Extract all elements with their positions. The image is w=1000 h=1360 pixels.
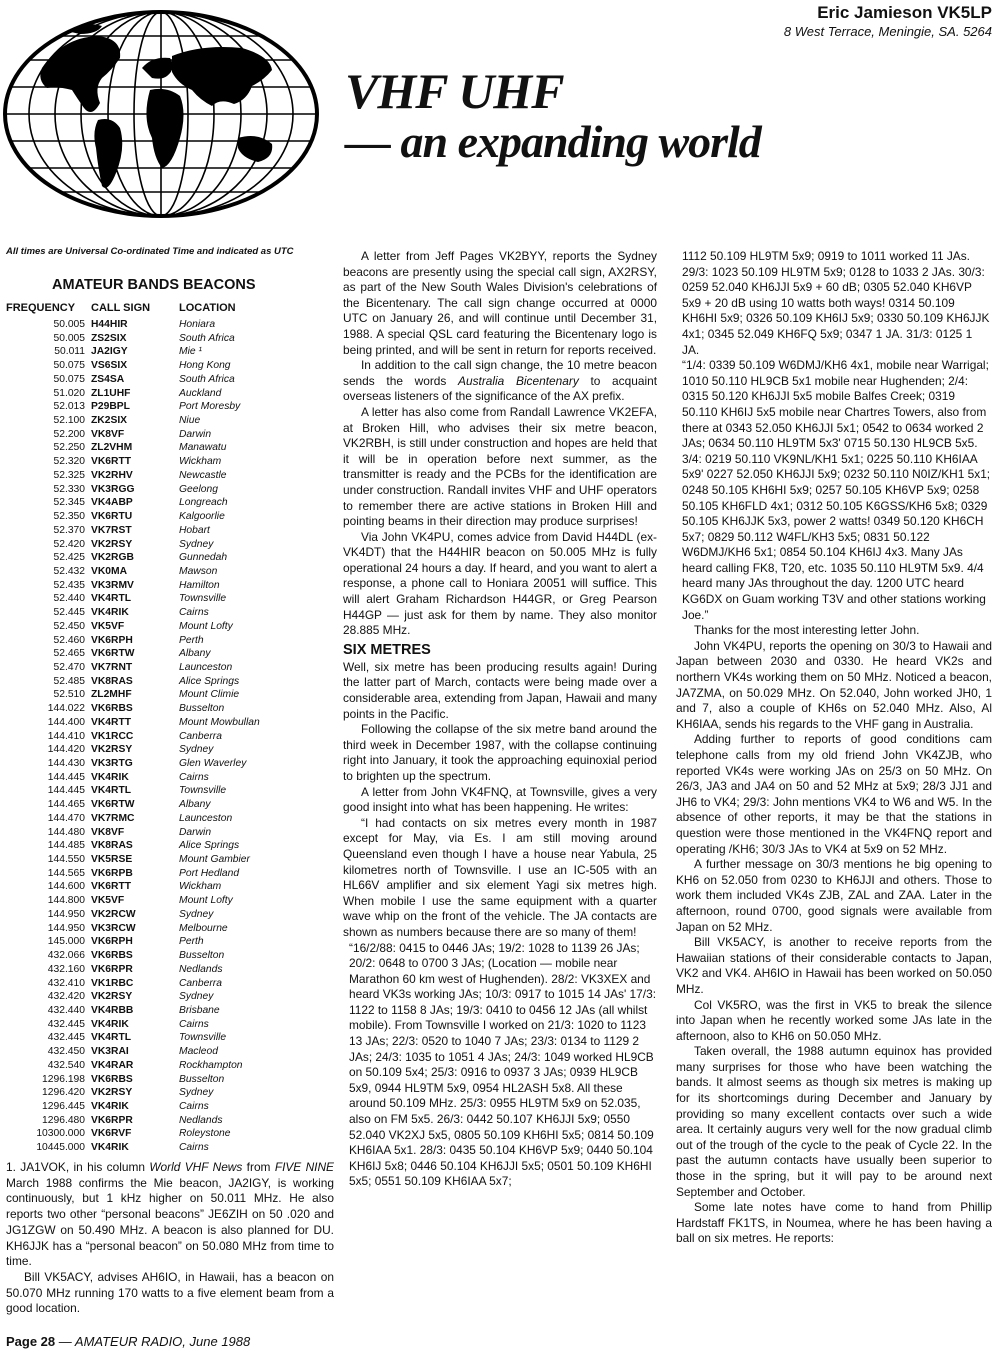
frequency-cell: 432.450 [47,1046,85,1058]
frequency-cell: 52.510 [53,689,85,701]
table-row [6,880,336,894]
location-cell: Launceston [179,812,233,824]
call-sign-cell: VK6RPR [91,963,133,975]
frequency-cell: 1296.445 [42,1100,85,1112]
call-sign-cell: ZL2MHF [91,689,132,701]
column-2-text [343,249,657,1190]
paragraph: “I had contacts on six metres every month in 1987 except for May, via Es. I am still moving around Queensland even though I have a house near Yabula, 25 kilometres north of Townsville. I use an IC-505 with an HL66V amplifier and six element Yagi six metres high. When mobile I use the same equipment with a quarter wave whip on the front of the vehicle. The JA contacts are shown as numbers because there are so many of them! [343,815,657,939]
paragraph: 1. JA1VOK, in his column World VHF News from FIVE NINE March 1988 confirms the Mie beacon, JA2IGY, is working continuously, but 1 kHz higher on 50.011 MHz. He also reports two other “personal beacons” JE6ZIH on 50 .020 and JG1ZGW on 50.490 MHz. A beacon is also planned for DU. KH6JJK has a “personal beacon” on 50.080 MHz from time to time. [6,1160,334,1269]
table-row [6,538,336,552]
paragraph: Col VK5RO, was the first in VK5 to break the silence into Japan when he recently worked some JAs late in the afternoon, also to KH6 on 50.050 MHz. [676,997,992,1043]
table-row [6,977,336,991]
location-cell: Roleystone [179,1128,231,1140]
location-cell: Sydney [179,744,214,756]
page-footer [6,1334,250,1349]
frequency-cell: 432.440 [47,1004,85,1016]
table-row [6,1004,336,1018]
location-cell: Macleod [179,1046,218,1058]
call-sign-cell: VK6RPH [91,634,133,646]
location-cell: Mie ¹ [179,346,202,358]
call-sign-cell: ZK2SIX [91,415,128,427]
call-sign-cell: VK2RSY [91,744,133,756]
call-sign-cell: VK0MA [91,565,128,577]
table-row [6,935,336,949]
call-sign-cell: VK4RIK [91,1100,129,1112]
call-sign-cell: VK5VF [91,620,125,632]
frequency-cell: 52.425 [53,552,85,564]
beacon-rows [6,318,336,1155]
frequency-cell: 52.420 [53,538,85,550]
location-cell: Niue [179,415,201,427]
frequency-cell: 52.330 [53,483,85,495]
frequency-cell: 52.432 [53,565,85,577]
column-1-text [6,1160,334,1317]
call-sign-cell: VK4RIK [91,1018,129,1030]
frequency-cell: 432.445 [47,1032,85,1044]
frequency-cell: 432.160 [47,963,85,975]
contact-log: “16/2/88: 0415 to 0446 JAs; 19/2: 1028 to 1139 26 JAs; 20/2: 0648 to 0700 3 JAs; (Location — mobile near Marathon 60 km west of Hughenden). 28/2: VK3XEX and heard VK3s working JAs; 10/3: 0917 to 1015 14 JAs' 17/3: 1122 to 1158 8 JAs; 19/3: 0410 to 0456 12 JAs (all whilst mobile). From Townsville I worked on 21/3: 1020 to 1123 13 JAs; 22/3: 0520 to 1040 7 JAs; 23/3: 0134 to 1129 2 JAs; 24/3: 1035 to 1051 4 JAs; 24/3: 1049 worked HL9CB on 50.109 5x4; 25/3: 0916 to 0937 3 JAs; 0939 HL9CB 5x9, 0944 HL9TM 5x9, 0954 HL2ASH 5x8. All these around 50.109 MHz. 25/3: 0955 HL9TM 5x9 on 52.035, also on FM 5x5. 26/3: 0442 50.107 KH6JJI 5x9; 0550 52.040 VK2XJ 5x5, 0805 50.109 KH6HI 5x5; 0814 50.109 KH6IAA 5x1. 28/3: 0435 50.104 KH6VP 5x9; 0440 50.104 KH6IJ 5x8; 0446 50.104 KH6JJI 5x5; 0501 50.109 KH6HI 5x5; 0551 50.109 KH6IAA 5x7; [349,940,656,1189]
call-sign-cell: VK6RPR [91,1114,133,1126]
table-row [6,441,336,455]
table-row [6,634,336,648]
location-cell: Hamilton [179,579,220,591]
frequency-cell: 52.325 [53,469,85,481]
location-cell: Townsville [179,593,227,605]
call-sign-cell: VK2RSY [91,1087,133,1099]
location-cell: Nedlands [179,1114,223,1126]
frequency-cell: 144.950 [47,908,85,920]
call-sign-cell: VK8VF [91,428,125,440]
frequency-cell: 52.445 [53,607,85,619]
call-sign-cell: VK2RGB [91,552,134,564]
paragraph: A letter from Jeff Pages VK2BYY, reports the Sydney beacons are presently using the special call sign, AX2RSY, as part of the New South Wales Division's celebrations of the Bicentenary. The call sign change occurred at 0000 UTC on January 26, and will continue until December 31, 1988. A special QSL card featuring the Bicentenary logo is being printed, and will be sent in return for reports received. [343,249,657,357]
call-sign-cell: VK2RSY [91,991,133,1003]
frequency-cell: 1296.480 [42,1114,85,1126]
call-sign-cell: VK6RVF [91,1128,132,1140]
frequency-cell: 144.950 [47,922,85,934]
location-cell: Brisbane [179,1004,220,1016]
paragraph: John VK4PU, reports the opening on 30/3 to Hawaii and Japan between 2030 and 0330. He heard VK2s and northern VK4s working them on 50 MHz. Noticed a beacon, JA7ZMA, on 50.029 MHz. On 52.040, John worked JH0, 1 and 7, also a couple of KH6s on 52.040 MHz. Also, Al KH6IAA, sends his regards to the VHF gang in Australia. [676,638,992,731]
table-row [6,387,336,401]
table-row [6,510,336,524]
location-cell: Hobart [179,524,210,536]
frequency-cell: 10445.000 [36,1142,85,1154]
location-cell: Alice Springs [179,840,240,852]
frequency-cell: 144.420 [47,744,85,756]
table-row [6,784,336,798]
paragraph: A letter has also come from Randall Lawrence VK2EFA, at Broken Hill, who advises their six metre beacon, VK2RBH, is still under construction and hopes are held that it will be in operation before next summer, as the transmitter is ready and the PCBs for the identification are under construction. Randall invites VHF and UHF operators to remember there are active stations in Broken Hill and pointing beams in their direction may produce surprises! [343,404,657,529]
frequency-cell: 432.445 [47,1018,85,1030]
call-sign-cell: VK7RST [91,524,132,536]
paragraph: A letter from John VK4FNQ, at Townsville, gives a very good insight into what has been happening. He writes: [343,784,657,815]
table-row [6,373,336,387]
frequency-cell: 52.435 [53,579,85,591]
table-row [6,963,336,977]
table-row [6,428,336,442]
table-row [6,496,336,510]
table-row [6,661,336,675]
location-cell: Townsville [179,785,227,797]
table-row [6,990,336,1004]
location-cell: Sydney [179,991,214,1003]
paragraph: Some late notes have come to hand from Phillip Hardstaff FK1TS, in Noumea, where he has been having a ball on six metres. He reports: [676,1200,992,1246]
frequency-cell: 1296.420 [42,1087,85,1099]
table-header [6,302,336,318]
call-sign-cell: VK6RTW [91,799,135,811]
table-row [6,949,336,963]
frequency-cell: 144.445 [47,771,85,783]
col-location: LOCATION [179,302,236,314]
column-3-text [676,249,992,1247]
call-sign-cell: VK6RTW [91,648,135,660]
table-row [6,1086,336,1100]
location-cell: Townsville [179,1032,227,1044]
frequency-cell: 144.445 [47,785,85,797]
table-row [6,675,336,689]
location-cell: Launceston [179,661,233,673]
beacons-heading: AMATEUR BANDS BEACONS [52,277,256,293]
col-frequency: FREQUENCY [6,302,76,314]
location-cell: Cairns [179,607,209,619]
paragraph: Bill VK5ACY, advises AH6IO, in Hawaii, has a beacon on 50.070 MHz running 170 watts to a five element beam from a good location. [6,1269,334,1316]
frequency-cell: 144.465 [47,799,85,811]
frequency-cell: 50.075 [53,373,85,385]
location-cell: Cairns [179,1018,209,1030]
table-row [6,359,336,373]
location-cell: Auckland [179,387,222,399]
call-sign-cell: VK8RAS [91,840,133,852]
table-row [6,318,336,332]
beacons-table [6,302,336,1155]
location-cell: Wickham [179,456,222,468]
location-cell: Darwin [179,428,212,440]
table-row [6,771,336,785]
table-row [6,757,336,771]
call-sign-cell: VK3RMV [91,579,134,591]
frequency-cell: 432.410 [47,977,85,989]
frequency-cell: 50.075 [53,360,85,372]
call-sign-cell: P29BPL [91,401,130,413]
frequency-cell: 52.370 [53,524,85,536]
location-cell: Newcastle [179,469,227,481]
title-vhf-uhf: VHF UHF [345,63,564,119]
table-row [6,743,336,757]
location-cell: Cairns [179,1100,209,1112]
frequency-cell: 52.013 [53,401,85,413]
call-sign-cell: VK6RBS [91,950,133,962]
frequency-cell: 144.565 [47,867,85,879]
frequency-cell: 145.000 [47,936,85,948]
table-row [6,332,336,346]
location-cell: South Africa [179,332,235,344]
call-sign-cell: VK4RBB [91,1004,134,1016]
table-row [6,730,336,744]
location-cell: Mount Mowbullan [179,716,260,728]
call-sign-cell: VK5RSE [91,854,133,866]
title-expanding-world: — an expanding world [345,116,761,167]
publication-name: — AMATEUR RADIO, June 1988 [58,1334,251,1349]
location-cell: Honiara [179,319,216,330]
call-sign-cell: JA2IGY [91,346,128,358]
table-row [6,565,336,579]
location-cell: Sydney [179,908,214,920]
paragraph: Thanks for the most interesting letter John. [694,623,920,638]
call-sign-cell: VK4RTL [91,785,132,797]
table-row [6,551,336,565]
call-sign-cell: VK4RTL [91,1032,132,1044]
call-sign-cell: VK7RMC [91,812,135,824]
call-sign-cell: VK5VF [91,895,125,907]
table-row [6,414,336,428]
frequency-cell: 1296.198 [42,1073,85,1085]
location-cell: Mount Climie [179,689,240,701]
table-row [6,839,336,853]
call-sign-cell: VK4RTL [91,593,132,605]
call-sign-cell: VK3RAI [91,1046,129,1058]
frequency-cell: 144.430 [47,758,85,769]
location-cell: Kalgoorlie [179,511,225,523]
call-sign-cell: VK6RTU [91,511,133,523]
call-sign-cell: VK2RHV [91,469,133,481]
location-cell: Nedlands [179,963,223,975]
location-cell: South Africa [179,373,235,385]
call-sign-cell: VK3RTG [91,758,133,769]
table-row [6,1127,336,1141]
call-sign-cell: VK4RIK [91,607,129,619]
location-cell: Albany [179,648,211,660]
table-row [6,620,336,634]
location-cell: Cairns [179,1142,209,1154]
contact-log: 1112 50.109 HL9TM 5x9; 0919 to 1011 worked 11 JAs. 29/3: 1023 50.109 HL9TM 5x9; 0128 to 1033 2 JAs. 30/3: 0259 52.040 KH6JJI 5x9 + 60 dB; 0305 52.040 KH6VP 5x9 + 20 dB using 10 watts both ways! 0314 50.109 KH6HI 5x9; 0326 50.109 KH6IJ 5x9; 0330 50.109 KH6JJK 4x1; 0345 52.049 KH6FQ 5x9; 0347 1 JA. 31/3: 0125 1 JA. [682,249,990,357]
call-sign-cell: VK8VF [91,826,125,838]
location-cell: Mawson [179,565,218,577]
frequency-cell: 52.440 [53,593,85,605]
table-row [6,400,336,414]
table-row [6,1045,336,1059]
location-cell: Rockhampton [179,1059,243,1071]
table-row [6,469,336,483]
call-sign-cell: VK4ABP [91,497,133,509]
author-block [784,3,992,39]
frequency-cell: 144.485 [47,840,85,852]
location-cell: Glen Waverley [179,758,247,769]
table-row [6,908,336,922]
call-sign-cell: VK6RBS [91,1073,133,1085]
frequency-cell: 52.465 [53,648,85,660]
table-row [6,894,336,908]
call-sign-cell: VK8RAS [91,675,133,687]
call-sign-cell: VK6RPH [91,936,133,948]
table-row [6,798,336,812]
table-row [6,922,336,936]
location-cell: Darwin [179,826,212,838]
call-sign-cell: VK7RNT [91,661,133,673]
location-cell: Longreach [179,497,228,509]
call-sign-cell: VK4RAR [91,1059,134,1071]
table-row [6,853,336,867]
frequency-cell: 144.600 [47,881,85,893]
table-row [6,812,336,826]
call-sign-cell: VK2RSY [91,538,133,550]
contact-log: “1/4: 0339 50.109 W6DMJ/KH6 4x1, mobile near Warrigal; 1010 50.110 HL9CB 5x1 mobile near Hughenden; 2/4: 0315 50.120 KH6JJI 5x5 mobile Balfes Creek; 0319 50.110 KH6IJ 5x5 mobile near Chartres Towers, also from there at 0343 52.050 KH6JJI 5x1; 0542 to 0634 worked 2 JAs; 0634 50.110 HL9TM 5x3' 0715 50.130 HL9CB 5x5. 3/4: 0219 50.110 VK9NL/KH1 5x1; 0225 50.110 KH6IAA 5x9' 0227 52.050 KH6JJI 5x9; 0232 50.110 N0IZ/KH1 5x1; 0248 50.105 KH6HI 5x9; 0257 50.105 KH6VP 5x9; 0258 50.105 KH6FLD 4x1; 0312 50.105 K6GSS/KH6 5x8; 0329 50.105 KH6JJK 5x3, power 2 watts! 0349 50.120 KH6CH 5x7; 0829 50.112 W4FL/KH3 5x5; 0831 50.122 W6DMJ/KH6 5x1; 0854 50.104 KH6IJ 4x3. Many JAs heard calling FK8, T20, etc. 1035 50.110 HL9TM 5x9. 4/4 heard many JAs throughout the day. 1200 UTC heard KG6DX on Guam working T3V and other stations working Joe.” [682,358,991,622]
location-cell: Busselton [179,1073,225,1085]
table-row [6,1141,336,1155]
paragraph: Taken overall, the 1988 autumn equinox has provided many surprises for those who have been watching the bands. It almost seems as though six metres is making up for its shortcomings during December and January by providing so many excellent contacts over such a wide area. It certainly augurs very well for the now gradual climb out of the trough of the cycle to the peak of Cycle 22. In the past the autumn contacts have usually been superior to those in the spring, but it will pay to be around next September and October. [676,1044,992,1199]
frequency-cell: 144.550 [47,854,85,866]
frequency-cell: 52.200 [53,428,85,440]
world-map-logo [2,8,320,220]
call-sign-cell: ZL1UHF [91,387,131,399]
frequency-cell: 52.485 [53,675,85,687]
call-sign-cell: ZS4SA [91,373,125,385]
table-row [6,1073,336,1087]
location-cell: Port Hedland [179,867,240,879]
table-row [6,702,336,716]
frequency-cell: 144.480 [47,826,85,838]
frequency-cell: 432.420 [47,991,85,1003]
frequency-cell: 144.410 [47,730,85,742]
section-heading: SIX METRES [343,641,431,658]
call-sign-cell: VK4RIK [91,771,129,783]
table-row [6,1018,336,1032]
times-note: All times are Universal Co-ordinated Time and indicated as UTC [6,246,294,257]
frequency-cell: 432.066 [47,950,85,962]
location-cell: Perth [179,936,204,948]
location-cell: Gunnedah [179,552,228,564]
call-sign-cell: VK1RCC [91,730,134,742]
table-row [6,483,336,497]
frequency-cell: 144.022 [47,703,85,715]
call-sign-cell: VK3RCW [91,922,136,934]
table-row [6,826,336,840]
table-row [6,867,336,881]
location-cell: Mount Gambier [179,854,250,866]
page-number: Page 28 [6,1334,56,1349]
location-cell: Sydney [179,538,214,550]
frequency-cell: 51.020 [53,387,85,399]
location-cell: Canberra [179,977,222,989]
call-sign-cell: VK4RTT [91,716,132,728]
paragraph: In addition to the call sign change, the 10 metre beacon sends the words Australia Bicentenary to acquaint overseas listeners of the significance of the AX prefix. [343,358,658,404]
frequency-cell: 50.005 [53,319,85,330]
table-row [6,524,336,538]
table-row [6,1059,336,1073]
call-sign-cell: VK6RTT [91,881,132,893]
frequency-cell: 10300.000 [36,1128,85,1140]
frequency-cell: 52.460 [53,634,85,646]
location-cell: Perth [179,634,204,646]
frequency-cell: 52.320 [53,456,85,468]
frequency-cell: 50.011 [54,346,85,358]
author-name: Eric Jamieson VK5LP [817,3,992,22]
paragraph: Well, six metre has been producing results again! During the latter part of March, contacts were being made over a considerable area, extending from Japan, Hawaii and many points in the Pacific. [343,659,657,721]
location-cell: Port Moresby [179,401,241,413]
paragraph: A further message on 30/3 mentions he big opening to KH6 on 52.050 from 0230 to KH6JJI and others. Those to work them included VK4s ZJB, ZAL and ZAA. Later in the afternoon, round 0700, good signals were available from Japan on 52 MHz. [676,857,992,934]
table-row [6,579,336,593]
call-sign-cell: VK3RGG [91,483,135,495]
frequency-cell: 50.005 [53,332,85,344]
location-cell: Hong Kong [179,360,231,372]
frequency-cell: 52.345 [53,497,85,509]
call-sign-cell: VK6RTT [91,456,132,468]
table-row [6,592,336,606]
frequency-cell: 144.400 [47,716,85,728]
call-sign-cell: VK4RIK [91,1142,129,1154]
frequency-cell: 52.250 [53,442,85,454]
table-row [6,1114,336,1128]
location-cell: Wickham [179,881,222,893]
location-cell: Manawatu [179,442,227,454]
frequency-cell: 52.470 [53,661,85,673]
location-cell: Busselton [179,703,225,715]
table-row [6,688,336,702]
location-cell: Cairns [179,771,209,783]
frequency-cell: 144.470 [47,812,85,824]
frequency-cell: 52.100 [53,415,85,427]
paragraph: Following the collapse of the six metre band around the third week in December 1987, with the collapse continuing right into January, it took the approaching equinoxial period to brighten up the spectrum. [343,722,657,783]
location-cell: Mount Lofty [179,620,233,632]
frequency-cell: 432.540 [47,1059,85,1071]
call-sign-cell: VK2RCW [91,908,136,920]
col-call-sign: CALL SIGN [91,302,151,314]
location-cell: Busselton [179,950,225,962]
table-row [6,345,336,359]
location-cell: Melbourne [179,922,228,934]
call-sign-cell: VK6RBS [91,703,133,715]
location-cell: Mount Lofty [179,895,233,907]
table-row [6,606,336,620]
paragraph: Via John VK4PU, comes advice from David H44DL (ex-VK4DT) that the H44HIR beacon on 50.005 MHz is fully operational 24 hours a day. If heard, and you want to alert a response, a phone call to Honiara 20051 will suffice. This will alert Graham Richardson H44GR, or Greg Pearson H44GP — just ask for them by name. They also monitor 28.885 MHz. [343,529,657,638]
location-cell: Albany [179,799,211,811]
table-row [6,716,336,730]
frequency-cell: 52.450 [53,620,85,632]
call-sign-cell: VK1RBC [91,977,134,989]
paragraph: Bill VK5ACY, is another to receive reports from the Hawaiian stations of their considerable contacts to Japan, VK2 and VK4. AH6IO in Hawaii has been worked on 50.050 MHz. [676,935,992,996]
table-row [6,1100,336,1114]
location-cell: Alice Springs [179,675,240,687]
location-cell: Canberra [179,730,222,742]
table-row [6,1031,336,1045]
table-row [6,647,336,661]
author-address: 8 West Terrace, Meningie, SA. 5264 [783,24,992,39]
location-cell: Sydney [179,1087,214,1099]
frequency-cell: 144.800 [47,895,85,907]
frequency-cell: 52.350 [53,511,85,523]
call-sign-cell: ZS2SIX [91,332,127,344]
call-sign-cell: VS6SIX [91,360,128,372]
location-cell: Geelong [179,483,218,495]
call-sign-cell: H44HIR [91,319,128,330]
call-sign-cell: VK6RPB [91,867,133,879]
table-row [6,455,336,469]
call-sign-cell: ZL2VHM [91,442,133,454]
paragraph: Adding further to reports of good conditions cam telephone calls from my old friend John VK4ZJB, who reported VK4s were working JAs on 25/3 on 50 MHz. On 26/3, JA3 and JA4 on 50 and 52 MHz at 5x9; 28/3 JJ1 and JH6 to VK4; 29/3: John mentions VK4 to W6 and W5. In the absence of other reports, it may be that the stations in question were those mentioned in the VK4FNQ report and operating /KH6; 30/3 JAs to VK4 at 5x9 on 52 MHz. [676,732,992,856]
